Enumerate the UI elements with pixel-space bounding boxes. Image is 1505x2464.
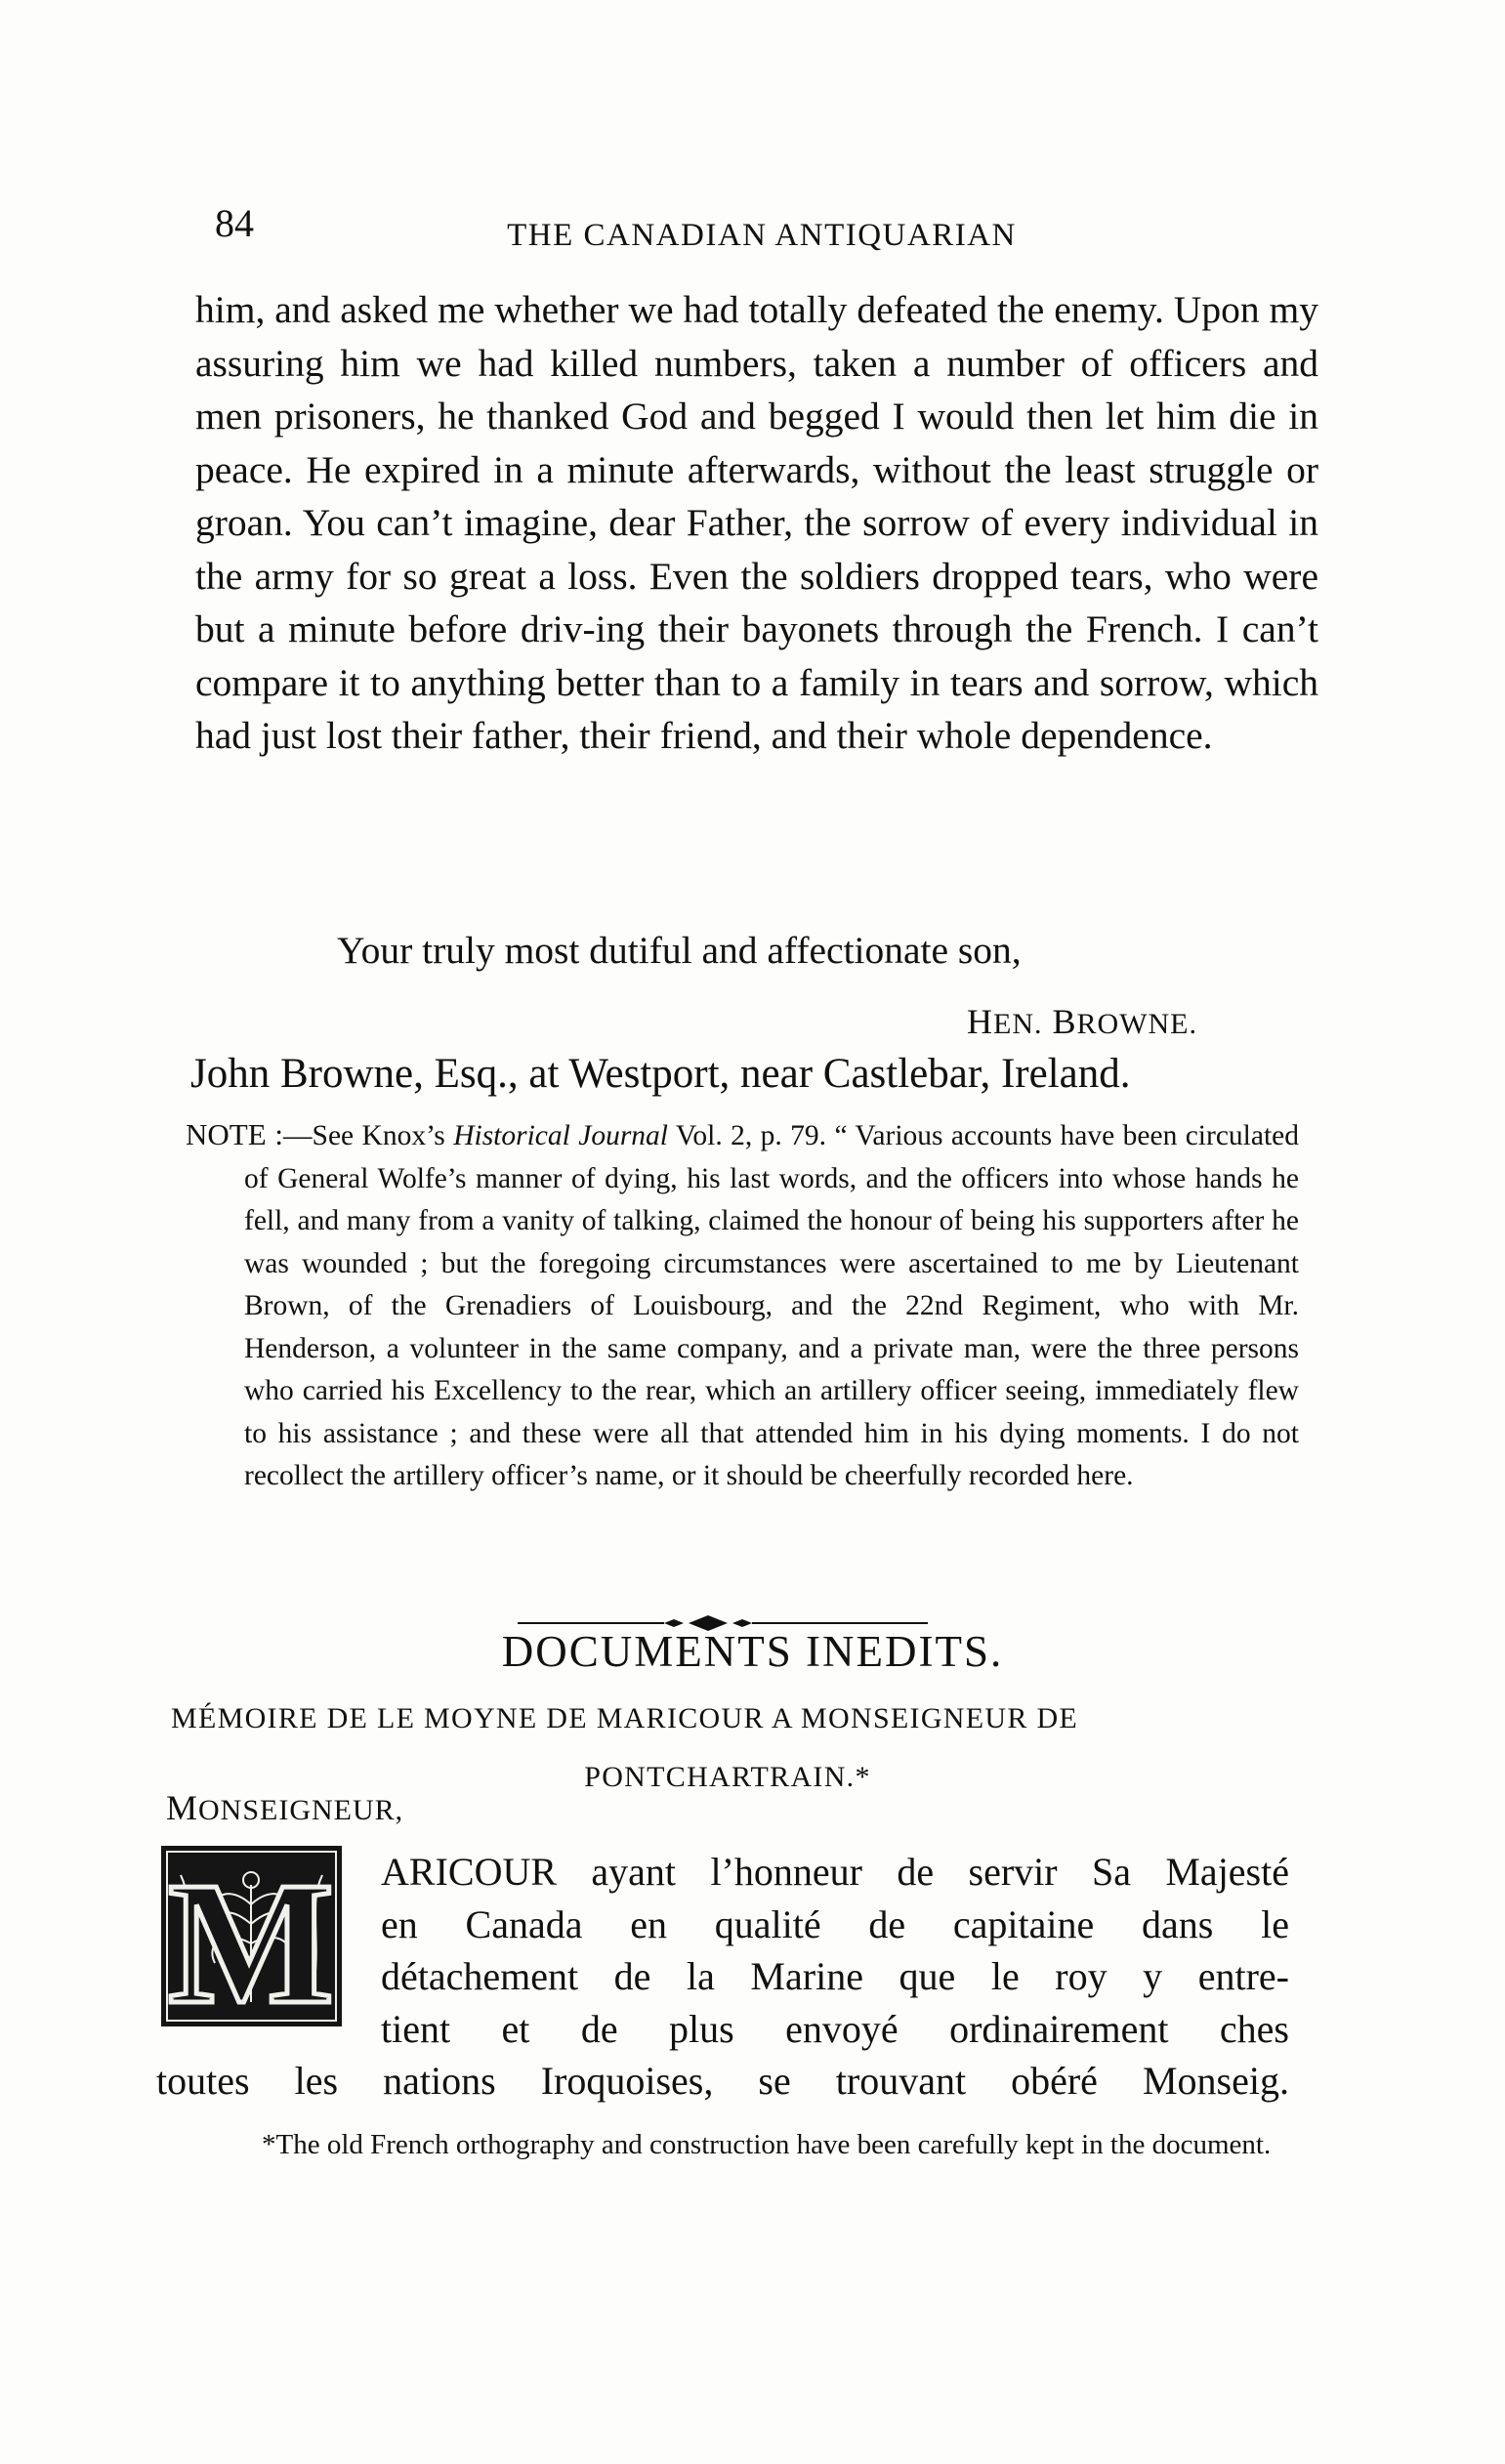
memoire-title-line-1: MÉMOIRE DE LE MOYNE DE MARICOUR A MONSEIGNEUR DE (171, 1702, 1079, 1734)
footnote (154, 2129, 1297, 2161)
editor-note (186, 1113, 1299, 1498)
note-prefix: —See Knox’s (283, 1120, 454, 1151)
memoire-body (156, 1846, 1289, 2108)
memoire-line-1: ARICOUR ayant l’honneur de servir Sa Majesté (381, 1850, 1289, 1894)
letter-closing: Your truly most dutiful and affectionate son, (337, 929, 1022, 972)
dropcap-letter: M (168, 1846, 334, 2026)
memoire-line-5: toutes les nations Iroquoises, se trouvant obéré Monseig. (156, 2059, 1289, 2103)
note-text: Vol. 2, p. 79. “ Various accounts have been circulated of General Wolfe’s manner of dying, his last words, and the officers into whose hands he fell, and many from a vanity of talking, claimed the honour of being his supporters after he was wounded ; but the foregoing circumstances were ascertained to me by Lieutenant Brown, of the Grenadiers of Louisbourg, and the 22nd Regiment, who with Mr. Henderson, a volunteer in the same company, and a private man, were the three persons who carried his Excellency to the rear, which an artillery officer seeing, immediately flew to his assistance ; and these were all that attended him in his dying moments. I do not recollect the artillery officer’s name, or it should be cheerfully recorded here. (244, 1120, 1300, 1491)
signature-initial-h: H (967, 1002, 993, 1041)
letter-signature (967, 1001, 1197, 1042)
running-head (215, 200, 1309, 259)
letter-paragraph: him, and asked me whether we had totally defeated the enemy. Upon my assuring him we had killed numbers, taken a number of officers and men prisoners, he thanked God and begged I would then let him die in peace. He expired in a minute afterwards, without the least struggle or groan. You can’t imagine, dear Father, the sorrow of every individual in the army for so great a loss. Even the soldiers dropped tears, who were but a minute before driv-ing their bayonets through the French. I can’t compare it to anything better than to a family in tears and sorrow, which had just lost their father, their friend, and their whole dependence. (195, 288, 1318, 757)
note-paragraph (186, 1113, 1299, 1498)
salutation-rest: ONSEIGNEUR, (198, 1794, 404, 1826)
page-number: 84 (215, 201, 254, 245)
memoire-title-line-2: PONTCHARTRAIN.* (584, 1761, 871, 1793)
salutation (166, 1787, 403, 1828)
signature-rest-h: EN. (993, 1008, 1043, 1040)
footnote-text: *The old French orthography and construction have been carefully kept in the document. (262, 2129, 1272, 2160)
memoire-line-3: détachement de la Marine que le roy y entre- (381, 1954, 1289, 1998)
letter-address: John Browne, Esq., at Westport, near Castlebar, Ireland. (190, 1051, 1131, 1097)
section-title: DOCUMENTS INEDITS. (501, 1627, 1004, 1676)
letter-body (195, 283, 1318, 763)
memoire-line-2: en Canada en qualité de capitaine dans le (381, 1901, 1289, 1946)
note-italic-title: Historical Journal (453, 1120, 669, 1151)
memoire-line-4: tient et de plus envoyé ordinairement ches (381, 2006, 1289, 2051)
signature-initial-b: B (1052, 1002, 1077, 1041)
salutation-initial: M (166, 1788, 199, 1827)
note-label: NOTE : (186, 1117, 284, 1151)
signature-rest-b: ROWNE. (1076, 1008, 1197, 1040)
running-title: THE CANADIAN ANTIQUARIAN (507, 218, 1017, 253)
